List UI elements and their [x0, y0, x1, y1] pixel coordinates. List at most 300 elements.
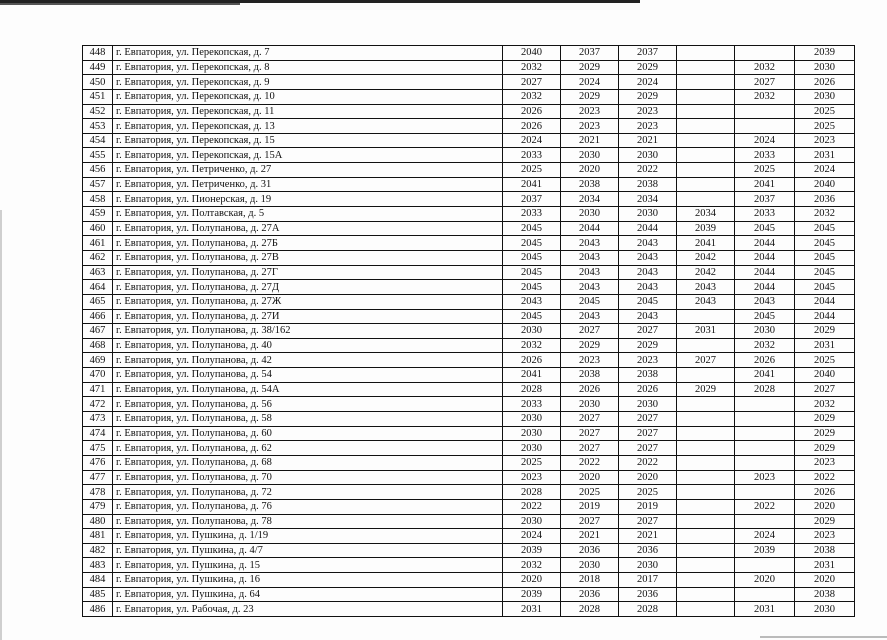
year-col-3: 2043	[619, 280, 677, 295]
row-number: 452	[83, 104, 113, 119]
row-number: 469	[83, 353, 113, 368]
year-col-2: 2034	[561, 192, 619, 207]
year-col-6: 2029	[795, 441, 855, 456]
address-cell: г. Евпатория, ул. Полупанова, д. 70	[113, 470, 503, 485]
year-col-4	[677, 60, 735, 75]
year-col-2: 2044	[561, 221, 619, 236]
address-cell: г. Евпатория, ул. Пушкина, д. 64	[113, 587, 503, 602]
year-col-5: 2041	[735, 368, 795, 383]
year-col-2: 2019	[561, 499, 619, 514]
row-number: 485	[83, 587, 113, 602]
row-number: 466	[83, 309, 113, 324]
year-col-5	[735, 412, 795, 427]
address-cell: г. Евпатория, ул. Полупанова, д. 54	[113, 368, 503, 383]
address-cell: г. Евпатория, ул. Полупанова, д. 58	[113, 412, 503, 427]
table-row	[83, 485, 855, 500]
year-col-3: 2034	[619, 192, 677, 207]
address-cell: г. Евпатория, ул. Полупанова, д. 62	[113, 441, 503, 456]
year-col-1: 2030	[503, 441, 561, 456]
year-col-5: 2024	[735, 133, 795, 148]
year-col-1: 2028	[503, 382, 561, 397]
year-col-6: 2036	[795, 192, 855, 207]
year-col-3: 2028	[619, 602, 677, 617]
year-col-3: 2022	[619, 163, 677, 178]
address-cell: г. Евпатория, ул. Полтавская, д. 5	[113, 207, 503, 222]
year-col-3: 2027	[619, 441, 677, 456]
year-col-6: 2025	[795, 119, 855, 134]
table-row	[83, 192, 855, 207]
table-row	[83, 412, 855, 427]
year-col-6: 2020	[795, 573, 855, 588]
year-col-6: 2040	[795, 177, 855, 192]
year-col-4	[677, 177, 735, 192]
year-col-3: 2020	[619, 470, 677, 485]
year-col-1: 2023	[503, 470, 561, 485]
year-col-6: 2029	[795, 426, 855, 441]
row-number: 461	[83, 236, 113, 251]
row-number: 484	[83, 573, 113, 588]
address-cell: г. Евпатория, ул. Петриченко, д. 31	[113, 177, 503, 192]
year-col-2: 2025	[561, 485, 619, 500]
year-col-3: 2043	[619, 309, 677, 324]
year-col-2: 2021	[561, 133, 619, 148]
year-col-2: 2028	[561, 602, 619, 617]
year-col-6: 2023	[795, 529, 855, 544]
year-col-3: 2037	[619, 46, 677, 61]
address-cell: г. Евпатория, ул. Полупанова, д. 27Б	[113, 236, 503, 251]
address-cell: г. Евпатория, ул. Полупанова, д. 27В	[113, 250, 503, 265]
year-col-4: 2031	[677, 324, 735, 339]
table-row	[83, 60, 855, 75]
year-col-4	[677, 46, 735, 61]
address-cell: г. Евпатория, ул. Перекопская, д. 10	[113, 89, 503, 104]
year-col-5	[735, 104, 795, 119]
year-col-5: 2028	[735, 382, 795, 397]
year-col-2: 2029	[561, 89, 619, 104]
year-col-6: 2031	[795, 338, 855, 353]
year-col-5: 2045	[735, 221, 795, 236]
year-col-5: 2044	[735, 236, 795, 251]
year-col-4	[677, 89, 735, 104]
year-col-3: 2024	[619, 75, 677, 90]
year-col-5	[735, 46, 795, 61]
address-cell: г. Евпатория, ул. Полупанова, д. 78	[113, 514, 503, 529]
year-col-5: 2024	[735, 529, 795, 544]
year-col-2: 2020	[561, 470, 619, 485]
year-col-6: 2039	[795, 46, 855, 61]
row-number: 463	[83, 265, 113, 280]
year-col-6: 2027	[795, 382, 855, 397]
table-row	[83, 543, 855, 558]
year-col-1: 2043	[503, 294, 561, 309]
year-col-1: 2026	[503, 353, 561, 368]
table-row	[83, 499, 855, 514]
year-col-6: 2040	[795, 368, 855, 383]
year-col-5: 2037	[735, 192, 795, 207]
year-col-5	[735, 587, 795, 602]
year-col-4	[677, 602, 735, 617]
year-col-2: 2024	[561, 75, 619, 90]
year-col-6: 2030	[795, 60, 855, 75]
year-col-1: 2025	[503, 455, 561, 470]
year-col-5: 2031	[735, 602, 795, 617]
address-cell: г. Евпатория, ул. Пушкина, д. 4/7	[113, 543, 503, 558]
year-col-6: 2031	[795, 148, 855, 163]
address-cell: г. Евпатория, ул. Пушкина, д. 15	[113, 558, 503, 573]
year-col-4: 2043	[677, 294, 735, 309]
year-col-3: 2038	[619, 368, 677, 383]
row-number: 457	[83, 177, 113, 192]
table-row	[83, 573, 855, 588]
year-col-5	[735, 558, 795, 573]
year-col-4	[677, 133, 735, 148]
year-col-2: 2043	[561, 250, 619, 265]
address-cell: г. Евпатория, ул. Перекопская, д. 9	[113, 75, 503, 90]
table-row	[83, 133, 855, 148]
year-col-4	[677, 75, 735, 90]
year-col-6: 2024	[795, 163, 855, 178]
year-col-6: 2025	[795, 104, 855, 119]
row-number: 474	[83, 426, 113, 441]
table-row	[83, 294, 855, 309]
table-row	[83, 163, 855, 178]
year-col-1: 2045	[503, 221, 561, 236]
year-col-2: 2030	[561, 207, 619, 222]
year-col-5	[735, 119, 795, 134]
year-col-3: 2023	[619, 119, 677, 134]
year-col-1: 2033	[503, 207, 561, 222]
year-col-6: 2044	[795, 309, 855, 324]
address-cell: г. Евпатория, ул. Полупанова, д. 27Г	[113, 265, 503, 280]
year-col-3: 2036	[619, 587, 677, 602]
year-col-2: 2037	[561, 46, 619, 61]
table-row	[83, 441, 855, 456]
year-col-3: 2038	[619, 177, 677, 192]
row-number: 483	[83, 558, 113, 573]
year-col-6: 2030	[795, 89, 855, 104]
year-col-1: 2032	[503, 558, 561, 573]
year-col-6: 2045	[795, 280, 855, 295]
row-number: 460	[83, 221, 113, 236]
year-col-3: 2017	[619, 573, 677, 588]
year-col-6: 2032	[795, 207, 855, 222]
row-number: 477	[83, 470, 113, 485]
year-col-5	[735, 441, 795, 456]
year-col-4	[677, 587, 735, 602]
year-col-1: 2032	[503, 338, 561, 353]
year-col-3: 2029	[619, 338, 677, 353]
table-row	[83, 148, 855, 163]
year-col-3: 2022	[619, 455, 677, 470]
year-col-1: 2020	[503, 573, 561, 588]
year-col-6: 2026	[795, 75, 855, 90]
year-col-1: 2040	[503, 46, 561, 61]
year-col-4	[677, 309, 735, 324]
year-col-6: 2029	[795, 514, 855, 529]
year-col-5: 2044	[735, 265, 795, 280]
year-col-3: 2043	[619, 250, 677, 265]
table-row	[83, 382, 855, 397]
year-col-2: 2027	[561, 324, 619, 339]
year-col-5: 2030	[735, 324, 795, 339]
year-col-2: 2022	[561, 455, 619, 470]
address-cell: г. Евпатория, ул. Полупанова, д. 27Д	[113, 280, 503, 295]
year-col-4: 2029	[677, 382, 735, 397]
year-col-1: 2030	[503, 324, 561, 339]
year-col-3: 2019	[619, 499, 677, 514]
year-col-2: 2036	[561, 587, 619, 602]
year-col-6: 2045	[795, 265, 855, 280]
year-col-1: 2024	[503, 133, 561, 148]
year-col-2: 2043	[561, 280, 619, 295]
year-col-1: 2026	[503, 119, 561, 134]
row-number: 465	[83, 294, 113, 309]
table-row	[83, 104, 855, 119]
year-col-2: 2027	[561, 441, 619, 456]
year-col-2: 2030	[561, 148, 619, 163]
table-row	[83, 265, 855, 280]
year-col-6: 2023	[795, 455, 855, 470]
table-row	[83, 324, 855, 339]
row-number: 451	[83, 89, 113, 104]
row-number: 467	[83, 324, 113, 339]
year-col-3: 2027	[619, 426, 677, 441]
year-col-2: 2020	[561, 163, 619, 178]
row-number: 480	[83, 514, 113, 529]
year-col-6: 2038	[795, 543, 855, 558]
year-col-6: 2045	[795, 236, 855, 251]
row-number: 482	[83, 543, 113, 558]
table-row	[83, 119, 855, 134]
year-col-2: 2029	[561, 338, 619, 353]
year-col-1: 2030	[503, 514, 561, 529]
table-row	[83, 221, 855, 236]
table-row	[83, 236, 855, 251]
year-col-4	[677, 192, 735, 207]
row-number: 453	[83, 119, 113, 134]
address-cell: г. Евпатория, ул. Полупанова, д. 60	[113, 426, 503, 441]
year-col-4	[677, 104, 735, 119]
address-cell: г. Евпатория, ул. Петриченко, д. 27	[113, 163, 503, 178]
year-col-2: 2023	[561, 104, 619, 119]
year-col-1: 2028	[503, 485, 561, 500]
year-col-5: 2025	[735, 163, 795, 178]
year-col-2: 2045	[561, 294, 619, 309]
year-col-1: 2037	[503, 192, 561, 207]
row-number: 476	[83, 455, 113, 470]
year-col-6: 2026	[795, 485, 855, 500]
year-col-4	[677, 543, 735, 558]
row-number: 462	[83, 250, 113, 265]
year-col-2: 2038	[561, 368, 619, 383]
year-col-2: 2043	[561, 236, 619, 251]
year-col-1: 2030	[503, 426, 561, 441]
year-col-5: 2026	[735, 353, 795, 368]
year-col-6: 2045	[795, 221, 855, 236]
year-col-1: 2030	[503, 412, 561, 427]
year-col-2: 2038	[561, 177, 619, 192]
address-cell: г. Евпатория, ул. Полупанова, д. 56	[113, 397, 503, 412]
year-col-6: 2038	[795, 587, 855, 602]
table-body	[83, 46, 855, 617]
year-col-3: 2036	[619, 543, 677, 558]
year-col-1: 2032	[503, 89, 561, 104]
address-cell: г. Евпатория, ул. Рабочая, д. 23	[113, 602, 503, 617]
row-number: 470	[83, 368, 113, 383]
address-cell: г. Евпатория, ул. Пушкина, д. 1/19	[113, 529, 503, 544]
year-col-3: 2044	[619, 221, 677, 236]
row-number: 472	[83, 397, 113, 412]
year-col-1: 2045	[503, 280, 561, 295]
year-col-6: 2044	[795, 294, 855, 309]
year-col-1: 2024	[503, 529, 561, 544]
row-number: 464	[83, 280, 113, 295]
year-col-4	[677, 412, 735, 427]
address-cell: г. Евпатория, ул. Перекопская, д. 8	[113, 60, 503, 75]
scan-edge-bottom	[760, 636, 887, 638]
year-col-4	[677, 573, 735, 588]
year-col-2: 2023	[561, 119, 619, 134]
year-col-6: 2031	[795, 558, 855, 573]
table-row	[83, 397, 855, 412]
year-col-2: 2036	[561, 543, 619, 558]
year-col-5: 2033	[735, 207, 795, 222]
year-col-3: 2043	[619, 265, 677, 280]
year-col-4	[677, 485, 735, 500]
year-col-1: 2039	[503, 587, 561, 602]
year-col-5: 2044	[735, 250, 795, 265]
year-col-5: 2032	[735, 60, 795, 75]
year-col-3: 2027	[619, 412, 677, 427]
year-col-1: 2041	[503, 368, 561, 383]
table-row	[83, 587, 855, 602]
year-col-2: 2027	[561, 426, 619, 441]
year-col-5: 2039	[735, 543, 795, 558]
row-number: 473	[83, 412, 113, 427]
year-col-2: 2043	[561, 265, 619, 280]
address-cell: г. Евпатория, ул. Полупанова, д. 54А	[113, 382, 503, 397]
year-col-5: 2022	[735, 499, 795, 514]
year-col-4	[677, 338, 735, 353]
address-cell: г. Евпатория, ул. Полупанова, д. 27Ж	[113, 294, 503, 309]
table-row	[83, 46, 855, 61]
year-col-3: 2043	[619, 236, 677, 251]
year-col-5	[735, 514, 795, 529]
year-col-2: 2027	[561, 412, 619, 427]
year-col-4	[677, 470, 735, 485]
table-row	[83, 455, 855, 470]
table-row	[83, 353, 855, 368]
year-col-6: 2029	[795, 324, 855, 339]
table-row	[83, 338, 855, 353]
row-number: 475	[83, 441, 113, 456]
year-col-4	[677, 148, 735, 163]
year-col-3: 2027	[619, 324, 677, 339]
year-col-3: 2029	[619, 89, 677, 104]
year-col-1: 2045	[503, 309, 561, 324]
table-row	[83, 177, 855, 192]
year-col-6: 2023	[795, 133, 855, 148]
table-row	[83, 207, 855, 222]
year-col-5	[735, 455, 795, 470]
year-col-2: 2030	[561, 397, 619, 412]
year-col-4	[677, 368, 735, 383]
row-number: 471	[83, 382, 113, 397]
year-col-3: 2026	[619, 382, 677, 397]
scan-edge-left	[0, 210, 2, 640]
year-col-1: 2032	[503, 60, 561, 75]
year-col-4	[677, 529, 735, 544]
row-number: 456	[83, 163, 113, 178]
year-col-3: 2029	[619, 60, 677, 75]
year-col-5: 2044	[735, 280, 795, 295]
year-col-2: 2018	[561, 573, 619, 588]
year-col-3: 2045	[619, 294, 677, 309]
year-col-4: 2041	[677, 236, 735, 251]
year-col-5: 2027	[735, 75, 795, 90]
year-col-1: 2025	[503, 163, 561, 178]
year-col-6: 2030	[795, 602, 855, 617]
address-cell: г. Евпатория, ул. Перекопская, д. 15А	[113, 148, 503, 163]
row-number: 481	[83, 529, 113, 544]
table-row	[83, 368, 855, 383]
year-col-3: 2021	[619, 133, 677, 148]
year-col-2: 2021	[561, 529, 619, 544]
address-cell: г. Евпатория, ул. Полупанова, д. 38/162	[113, 324, 503, 339]
table-row	[83, 470, 855, 485]
row-number: 478	[83, 485, 113, 500]
year-col-6: 2029	[795, 412, 855, 427]
year-col-4	[677, 397, 735, 412]
row-number: 486	[83, 602, 113, 617]
year-col-2: 2029	[561, 60, 619, 75]
year-col-5: 2023	[735, 470, 795, 485]
row-number: 450	[83, 75, 113, 90]
row-number: 458	[83, 192, 113, 207]
table-row	[83, 602, 855, 617]
table-row	[83, 280, 855, 295]
address-cell: г. Евпатория, ул. Перекопская, д. 13	[113, 119, 503, 134]
scan-edge-top-shadow	[0, 3, 240, 5]
year-col-1: 2045	[503, 265, 561, 280]
row-number: 448	[83, 46, 113, 61]
year-col-6: 2032	[795, 397, 855, 412]
year-col-5: 2033	[735, 148, 795, 163]
year-col-5: 2020	[735, 573, 795, 588]
year-col-3: 2030	[619, 207, 677, 222]
year-col-1: 2031	[503, 602, 561, 617]
address-cell: г. Евпатория, ул. Перекопская, д. 7	[113, 46, 503, 61]
year-col-1: 2033	[503, 148, 561, 163]
year-col-5: 2032	[735, 89, 795, 104]
year-col-1: 2041	[503, 177, 561, 192]
year-col-5	[735, 485, 795, 500]
year-col-1: 2039	[503, 543, 561, 558]
year-col-4: 2039	[677, 221, 735, 236]
address-cell: г. Евпатория, ул. Перекопская, д. 11	[113, 104, 503, 119]
year-col-3: 2027	[619, 514, 677, 529]
year-col-6: 2025	[795, 353, 855, 368]
row-number: 455	[83, 148, 113, 163]
year-col-3: 2025	[619, 485, 677, 500]
table-row	[83, 309, 855, 324]
year-col-3: 2023	[619, 104, 677, 119]
row-number: 479	[83, 499, 113, 514]
table-row	[83, 426, 855, 441]
year-col-4: 2042	[677, 250, 735, 265]
year-col-5: 2043	[735, 294, 795, 309]
table-row	[83, 514, 855, 529]
